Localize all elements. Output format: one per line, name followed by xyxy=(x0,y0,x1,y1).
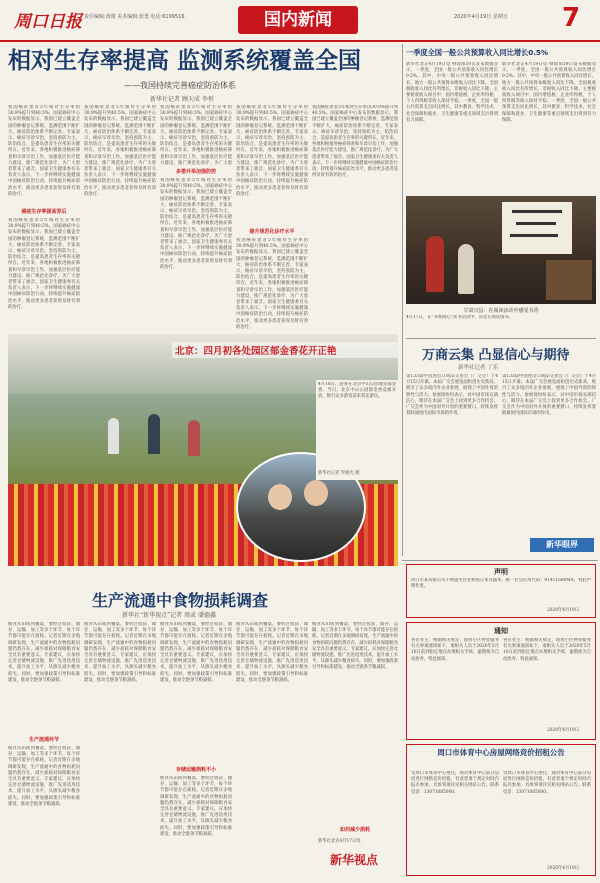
food-loss-footer: 新华社北京4月17日电 xyxy=(318,839,361,844)
food-loss-col2: 粮食从田间到餐桌，要经过收获、储存、运输、加工等多个环节，每个环节都可能存在损耗。记者近期在多地调研发现，生产流通中的食物损耗问题仍然存在，减少损耗对保障粮食安全具有重要意义。专家建议，应加快完善仓储物流设施，推广先进适用技术，提升加工水平，从源头减少粮食损失。同时，要加强政策引导和标准建设，推动全链条节粮减损。 xyxy=(84,622,156,683)
tongzhi-date: 2020年4月19日 xyxy=(547,728,580,733)
food-loss-col3b: 粮食从田间到餐桌，要经过收获、储存、运输、加工等多个环节，每个环节都可能存在损耗。记者近期在多地调研发现，生产流通中的食物损耗问题仍然存在，减少损耗对保障粮食安全具有重要意义。专家建议，应加快完善仓储物流设施，推广先进适用技术，提升加工水平，从源头减少粮食损失。同时，要加强政策引导和标准建设，推动全链条节粮减损。 xyxy=(160,776,232,837)
masthead-rule xyxy=(0,40,600,42)
inset-face-1 xyxy=(268,484,292,510)
newspaper-logo: 周口日报 xyxy=(14,12,82,32)
visitor-figure-3 xyxy=(108,418,119,454)
budget-headline: 一季度全国一般公共预算收入同比增长0.5% xyxy=(406,48,549,57)
wanshang-body-2: 第133届中国进出口商品交易会（广交会）于4月15日开幕。本届广交会展览面积创历史新高，吸引了众多境内外企业参展，展现了中国外贸的韧性与活力。参展商纷纷表示，对中国市场充满信心，期待在本届广交会上找到更多合作机会。广交会作为中国对外开放的重要窗口，持续发挥着联通国内国际市场的作用。 xyxy=(502,374,596,417)
masthead xyxy=(0,0,600,40)
lead-sidehead-2: 多措并举加强防控 xyxy=(175,169,216,175)
lead-byline: 新华社记者 顾天成 李恒 xyxy=(150,96,214,103)
food-loss-sidehead-2: 存储运输损耗不小 xyxy=(175,767,216,773)
lead-body-col4b: 我国癌症患者5年相对生存率由30.9%提升到40.5%。国家癌症中心发布的数据显示，我国已建立覆盖全国的肿瘤登记系统，监测范围不断扩大，癌症防治体系不断完善。专家表示，癌症早诊早治，坚持预防为主、防治结合，是提高患者生存率的关键所在。近年来，各地积极推进癌症筛查和早诊早治工作，加强基层医疗能力建设，推广规范化诊疗，为广大患者带来了福音。国家卫生健康委有关负责人表示，下一步将继续实施健康中国癌症防治行动，持续提升癌症防治水平，推动更多患者获得及时有效的治疗。 xyxy=(236,238,308,330)
lead-body-col1: 我国癌症患者5年相对生存率由30.9%提升到40.5%。国家癌症中心发布的数据显示，我国已建立覆盖全国的肿瘤登记系统，监测范围不断扩大，癌症防治体系不断完善。专家表示，癌症早诊早治，坚持预防为主、防治结合，是提高患者生存率的关键所在。近年来，各地积极推进癌症筛查和早诊早治工作，加强基层医疗能力建设，推广规范化诊疗，为广大患者带来了福音。国家卫生健康委有关负责人表示，下一步将继续实施健康中国癌症防治行动，持续提升癌症防治水平，推动更多患者获得及时有效的治疗。 xyxy=(8,105,80,197)
notices-top-rule xyxy=(402,560,598,561)
calligraphy-strokes-2 xyxy=(516,222,556,225)
xinhua-shidian-logo: 新华视点 xyxy=(330,853,379,867)
lead-body-col3: 我国癌症患者5年相对生存率由30.9%提升到40.5%。国家癌症中心发布的数据显示，我国已建立覆盖全国的肿瘤登记系统，监测范围不断扩大，癌症防治体系不断完善。专家表示，癌症早诊早治，坚持预防为主、防治结合，是提高患者生存率的关键所在。近年来，各地积极推进癌症筛查和早诊早治工作，加强基层医疗能力建设，推广规范化诊疗，为广大患 xyxy=(160,105,232,165)
wanshang-byline: 新华社记者 丁乐 xyxy=(458,365,499,371)
food-loss-headline: 生产流通中食物损耗调查 xyxy=(92,591,269,610)
issue-date: 2020年4月19日 星期日 xyxy=(454,14,508,20)
shengming-title: 声明 xyxy=(494,567,508,576)
xinhua-eye-logo: 新华眼界 xyxy=(530,538,594,552)
lead-sidehead-1: 癌症生存率提高背后 xyxy=(21,209,67,215)
reader-figure-2 xyxy=(458,244,474,294)
reader-figure-1 xyxy=(426,236,444,292)
zhaopin-body-2: 受周口市体育中心委托，现对体育中心部分房屋进行网络竞价招租。有意者请于规定时间内报名参加，具体事项详见相关网站公告。联系电话：13071085000。 xyxy=(503,771,591,795)
food-loss-col1: 粮食从田间到餐桌，要经过收获、储存、运输、加工等多个环节，每个环节都可能存在损耗。记者近期在多地调研发现，生产流通中的食物损耗问题仍然存在，减少损耗对保障粮食安全具有重要意义。专家建议，应加快完善仓储物流设施，推广先进适用技术，提升加工水平，从源头减少粮食损失。同时，要加强政策引导和标准建设，推动全链条节粮减损。 xyxy=(8,622,80,683)
tongzhi-body: 各位业主：根据相关规定，现将小区物业服务有关事项通知如下，请相关人员于2020年5月10日前到指定地点办理相关手续，逾期视为自动放弃。特此通知。 xyxy=(411,638,499,662)
lead-body-col1b: 我国癌症患者5年相对生存率由30.9%提升到40.5%。国家癌症中心发布的数据显示，我国已建立覆盖全国的肿瘤登记系统，监测范围不断扩大，癌症防治体系不断完善。专家表示，癌症早诊早治，坚持预防为主、防治结合，是提高患者生存率的关键所在。近年来，各地积极推进癌症筛查和早诊早治工作，加强基层医疗能力建设，推广规范化诊疗，为广大患者带来了福音。国家卫生健康委有关负责人表示，下一步将继续实施健康中国癌症防治行动，持续提升癌症防治水平，推动更多患者获得及时有效的治疗。 xyxy=(8,218,80,310)
shengming-date: 2020年4月19日 xyxy=(547,608,580,613)
visitor-figure xyxy=(148,414,160,454)
zhaopin-title: 周口市体育中心房屋网络竞价招租公告 xyxy=(437,748,565,757)
lead-headline: 相对生存率提高 监测系统覆盖全国 xyxy=(8,48,362,74)
lead-subhead: ——我国持续完善癌症防治体系 xyxy=(124,81,236,90)
food-loss-col5: 粮食从田间到餐桌，要经过收获、储存、运输、加工等多个环节，每个环节都可能存在损耗。记者近期在多地调研发现，生产流通中的食物损耗问题仍然存在，减少损耗对保障粮食安全具有重要意义。专家建议，应加快完善仓储物流设施，推广先进适用技术，提升加工水平，从源头减少粮食损失。同时，要加强政策引导和标准建设，推动全链条节粮减损。 xyxy=(312,622,398,671)
section-title: 国内新闻 xyxy=(238,6,358,34)
zhaopin-box xyxy=(406,744,596,876)
visitor-figure-2 xyxy=(188,420,200,456)
bookshelf xyxy=(546,260,592,300)
reading-photo-caption: 4月17日，在“书香润心”读书活动中，读者在阅读图书。 xyxy=(406,315,514,320)
tulip-caption: 4月18日，游客在北京中山公园观赏郁金香。当日，北京中山公园郁金香竞相开放，吸引众多游客前来赏花游玩。 xyxy=(318,382,396,400)
shengming-box xyxy=(406,564,596,618)
lead-sidehead-3: 提升规范化诊疗水平 xyxy=(249,229,295,235)
food-loss-sidehead-1: 生产流通环节 xyxy=(28,737,59,743)
masthead-info: 责任编辑:黄微 美术编辑:张勇 电话:6199516 xyxy=(84,14,185,20)
right-divider xyxy=(406,338,596,339)
food-loss-col3: 粮食从田间到餐桌，要经过收获、储存、运输、加工等多个环节，每个环节都可能存在损耗。记者近期在多地调研发现，生产流通中的食物损耗问题仍然存在，减少损耗对保障粮食安全具有重要意义。专家建议，应加快完善仓储物流设施，推广先进适用技术，提升加工水平，从源头减少粮食损失。同时，要加强政策引导和标准建设，推动全链条节粮减损。 xyxy=(160,622,232,683)
lead-body-col4: 我国癌症患者5年相对生存率由30.9%提升到40.5%。国家癌症中心发布的数据显示，我国已建立覆盖全国的肿瘤登记系统，监测范围不断扩大，癌症防治体系不断完善。专家表示，癌症早诊早治，坚持预防为主、防治结合，是提高患者生存率的关键所在。近年来，各地积极推进癌症筛查和早诊早治工作，加强基层医疗能力建设，推广规范化诊疗，为广大患者带来了福音。国家卫生健康委有关负责人表示，下一步将继续实施健康中国癌症防治行动，持续提升癌症防治水平，推动更多患者获得及时有效的治疗。 xyxy=(236,105,308,197)
tulip-banner: 北京：四月初各处园区郁金香花开正艳 xyxy=(172,342,398,358)
wanshang-body: 第133届中国进出口商品交易会（广交会）于4月15日开幕。本届广交会展览面积创历史新高，吸引了众多境内外企业参展，展现了中国外贸的韧性与活力。参展商纷纷表示，对中国市场充满信心，期待在本届广交会上找到更多合作机会。广交会作为中国对外开放的重要窗口，持续发挥着联通国内国际市场的作用。 xyxy=(406,374,498,417)
lead-body-col3b: 我国癌症患者5年相对生存率由30.9%提升到40.5%。国家癌症中心发布的数据显示，我国已建立覆盖全国的肿瘤登记系统，监测范围不断扩大，癌症防治体系不断完善。专家表示，癌症早诊早治，坚持预防为主、防治结合，是提高患者生存率的关键所在。近年来，各地积极推进癌症筛查和早诊早治工作，加强基层医疗能力建设，推广规范化诊疗，为广大患者带来了福音。国家卫生健康委有关负责人表示，下一步将继续实施健康中国癌症防治行动，持续提升癌症防治水平，推动更多患者获得及时有效的治疗。 xyxy=(160,178,232,270)
reading-photo xyxy=(406,196,596,304)
reading-photo-caption-title: 甘肃兴县：在阅读活动中感受书香 xyxy=(463,308,539,314)
page-number: 7 xyxy=(562,3,581,33)
shengming-body: 周口市某有限公司不慎遗失营业执照正本及副本，统一社会信用代码：91411600MA，特此声明作废。 xyxy=(411,578,591,590)
column-divider xyxy=(402,44,403,556)
food-loss-col4: 粮食从田间到餐桌，要经过收获、储存、运输、加工等多个环节，每个环节都可能存在损耗。记者近期在多地调研发现，生产流通中的食物损耗问题仍然存在，减少损耗对保障粮食安全具有重要意义。专家建议，应加快完善仓储物流设施，推广先进适用技术，提升加工水平，从源头减少粮食损失。同时，要加强政策引导和标准建设，推动全链条节粮减损。 xyxy=(236,622,308,683)
tongzhi-title: 通知 xyxy=(494,626,508,635)
budget-body-2: 新华社北京4月19日电 财政部19日发布数据显示，一季度，全国一般公共预算收入同比增长0.5%。其中，中央一般公共预算收入同比增长，地方一般公共预算本级收入同比下降。全国税收收入同比有所增长，非税收入同比下降。主要税收收入项目中，国内增值税、企业所得税、个人所得税等收入保持平稳。一季度，全国一般公共预算支出同比增长，其中教育、科学技术、社会保障和就业、卫生健康等重点领域支出得到有力保障。 xyxy=(502,62,596,123)
tongzhi-box xyxy=(406,622,596,740)
food-loss-col1b: 粮食从田间到餐桌，要经过收获、储存、运输、加工等多个环节，每个环节都可能存在损耗。记者近期在多地调研发现，生产流通中的食物损耗问题仍然存在，减少损耗对保障粮食安全具有重要意义。专家建议，应加快完善仓储物流设施，推广先进适用技术，提升加工水平，从源头减少粮食损失。同时，要加强政策引导和标准建设，推动全链条节粮减损。 xyxy=(8,746,80,807)
food-loss-byline: 新华社“新华视点”记者 周或 潘德鑫 xyxy=(122,612,216,619)
inset-face-2 xyxy=(304,480,328,506)
zhaopin-body: 受周口市体育中心委托，现对体育中心部分房屋进行网络竞价招租。有意者请于规定时间内报名参加，具体事项详见相关网站公告。联系电话：13071085000。 xyxy=(411,771,499,795)
wanshang-headline: 万商云集 凸显信心与期待 xyxy=(422,348,570,363)
tulip-credit: 新华社记者 罗晓光 摄 xyxy=(318,471,360,476)
zhaopin-date: 2020年4月19日 xyxy=(547,866,580,871)
lead-body-col2: 我国癌症患者5年相对生存率由30.9%提升到40.5%。国家癌症中心发布的数据显示，我国已建立覆盖全国的肿瘤登记系统，监测范围不断扩大，癌症防治体系不断完善。专家表示，癌症早诊早治，坚持预防为主、防治结合，是提高患者生存率的关键所在。近年来，各地积极推进癌症筛查和早诊早治工作，加强基层医疗能力建设，推广规范化诊疗，为广大患者带来了福音。国家卫生健康委有关负责人表示，下一步将继续实施健康中国癌症防治行动，持续提升癌症防治水平，推动更多患者获得及时有效的治疗。 xyxy=(84,105,156,197)
calligraphy-strokes-3 xyxy=(510,234,558,237)
budget-body: 新华社北京4月19日电 财政部19日发布数据显示，一季度，全国一般公共预算收入同比增长0.5%。其中，中央一般公共预算收入同比增长，地方一般公共预算本级收入同比下降。全国税收收入同比有所增长，非税收入同比下降。主要税收收入项目中，国内增值税、企业所得税、个人所得税等收入保持平稳。一季度，全国一般公共预算支出同比增长，其中教育、科学技术、社会保障和就业、卫生健康等重点领域支出得到有力保障。 xyxy=(406,62,498,123)
tongzhi-body-2: 各位业主：根据相关规定，现将小区物业服务有关事项通知如下，请相关人员于2020年5月10日前到指定地点办理相关手续，逾期视为自动放弃。特此通知。 xyxy=(503,638,591,662)
calligraphy-strokes xyxy=(512,210,562,213)
lead-body-col5: 我国癌症患者5年相对生存率由30.9%提升到40.5%。国家癌症中心发布的数据显示，我国已建立覆盖全国的肿瘤登记系统，监测范围不断扩大，癌症防治体系不断完善。专家表示，癌症早诊早治，坚持预防为主、防治结合，是提高患者生存率的关键所在。近年来，各地积极推进癌症筛查和早诊早治工作，加强基层医疗能力建设，推广规范化诊疗，为广大患者带来了福音。国家卫生健康委有关负责人表示，下一步将继续实施健康中国癌症防治行动，持续提升癌症防治水平，推动更多患者获得及时有效的治疗。 xyxy=(312,105,398,179)
food-loss-sidehead-3: 如何减少损耗 xyxy=(339,827,370,833)
